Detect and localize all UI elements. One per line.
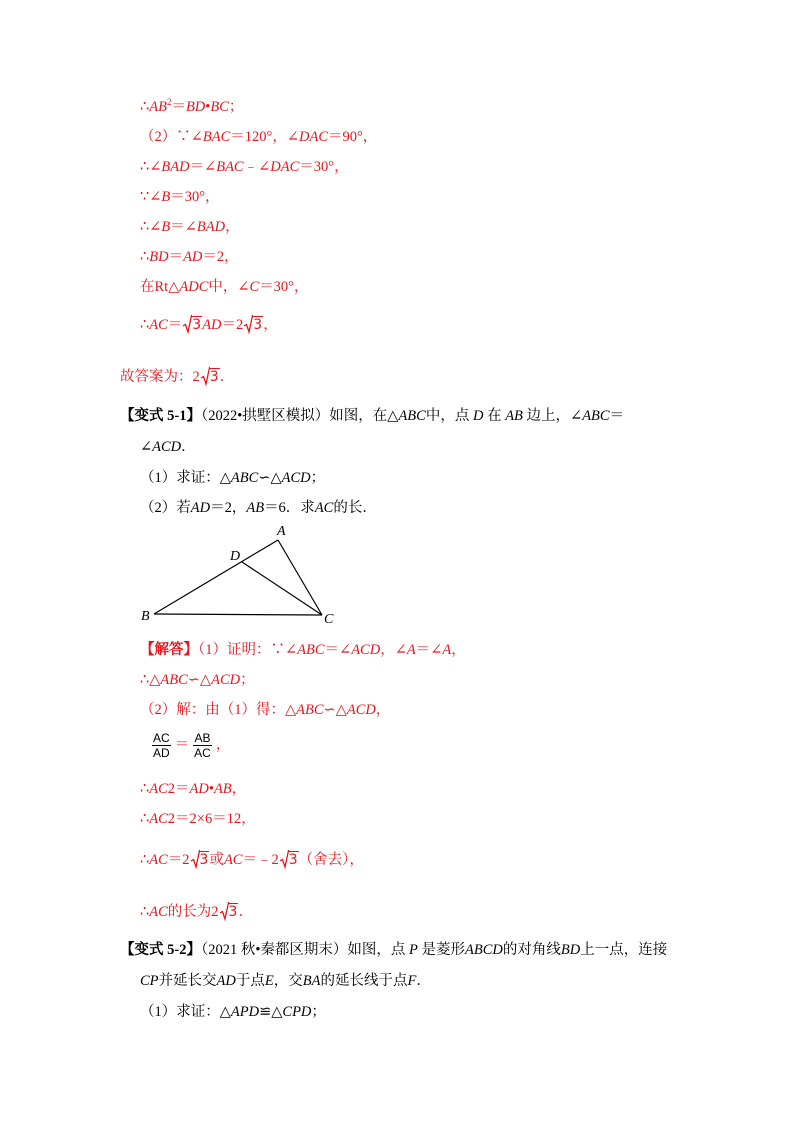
sqrt-expression: 3 <box>244 315 263 335</box>
solution-line-ab-squared: $\therefore AB^2=BD•BC$； <box>140 97 244 115</box>
solution-5-1-line-1: 【解答】（1）证明：∵∠ABC＝∠ACD，∠A＝∠A， <box>140 642 466 658</box>
vertex-label-b: B <box>141 609 150 624</box>
solution-5-1-line-6: ∴AC2＝2×6＝12， <box>140 811 256 827</box>
problem-tag: 【变式 5-2】 <box>120 942 201 958</box>
segment-dc <box>242 562 322 615</box>
sqrt-expression: 3 <box>191 850 210 870</box>
sqrt-expression: 3 <box>183 315 202 335</box>
sqrt-expression: 3 <box>201 367 220 387</box>
vertex-label-c: C <box>324 612 334 627</box>
segment-ba <box>154 540 278 614</box>
segment-ac <box>278 540 322 615</box>
sqrt-expression: 3 <box>220 902 239 922</box>
solution-5-1-line-2: ∴△ABC∽△ACD； <box>140 672 255 688</box>
fraction-ab-ac: $\frac{AB}{AC}$ <box>194 731 211 761</box>
fraction-ac-ad: $\frac{AC}{AD}$ <box>153 731 170 761</box>
solution-line-angle-bad: ∴∠BAD＝∠BAC﹣∠DAC＝30°， <box>140 159 349 175</box>
final-answer-line: 故答案为：2 3． <box>120 369 235 385</box>
solution-line-ac-value: ∴AC＝ 3AD＝2 3， <box>140 317 278 333</box>
problem-5-2-statement: 【变式 5-2】（2021 秋•秦都区期末）如图，点 P 是菱形ABCD的对角线BD上一点，连接 <box>120 942 668 958</box>
segment-bc <box>154 614 322 615</box>
triangle-figure <box>136 522 346 632</box>
answer-tag: 【解答】 <box>140 642 198 658</box>
problem-tag: 【变式 5-1】 <box>120 408 201 424</box>
solution-line-right-triangle: 在Rt△ADC中，∠C＝30°， <box>140 279 309 295</box>
problem-5-1-question-2: （2）若AD＝2，AB＝6．求AC的长． <box>140 500 377 516</box>
solution-5-1-line-8: ∴AC的长为2 3． <box>140 904 253 920</box>
solution-line-bd-ad: ∴BD＝AD＝2， <box>140 249 239 265</box>
sqrt-expression: 3 <box>280 850 299 870</box>
problem-5-1-statement: 【变式 5-1】（2022•拱墅区模拟）如图，在△ABC中，点 D 在 AB 边上，∠ABC＝ <box>120 408 625 424</box>
problem-5-1-statement-cont: ∠ACD． <box>140 439 196 455</box>
solution-line-angle-equal: ∴∠B＝∠BAD， <box>140 219 240 235</box>
solution-5-1-line-7: ∴AC＝2 3或AC＝﹣2 3（舍去）， <box>140 852 364 868</box>
problem-5-2-statement-cont: CP并延长交AD于点E，交BA的延长线于点F． <box>140 973 431 989</box>
solution-line-given-angles: （2）∵∠BAC＝120°，∠DAC＝90°， <box>140 129 378 145</box>
solution-5-1-line-5: ∴AC2＝AD•AB， <box>140 781 247 797</box>
problem-5-1-question-1: （1）求证：△ABC∽△ACD； <box>140 470 326 486</box>
problem-5-2-question-1: （1）求证：△APD≌△CPD； <box>140 1004 326 1020</box>
solution-5-1-fraction-line: $\frac{AC}{AD}$ ＝ $\frac{AB}{AC}$ ， <box>153 731 231 761</box>
vertex-label-a: A <box>277 524 286 539</box>
solution-line-angle-b: ∵∠B＝30°， <box>140 189 220 205</box>
vertex-label-d: D <box>230 549 241 564</box>
solution-5-1-line-3: （2）解：由（1）得：△ABC∽△ACD， <box>140 702 391 718</box>
